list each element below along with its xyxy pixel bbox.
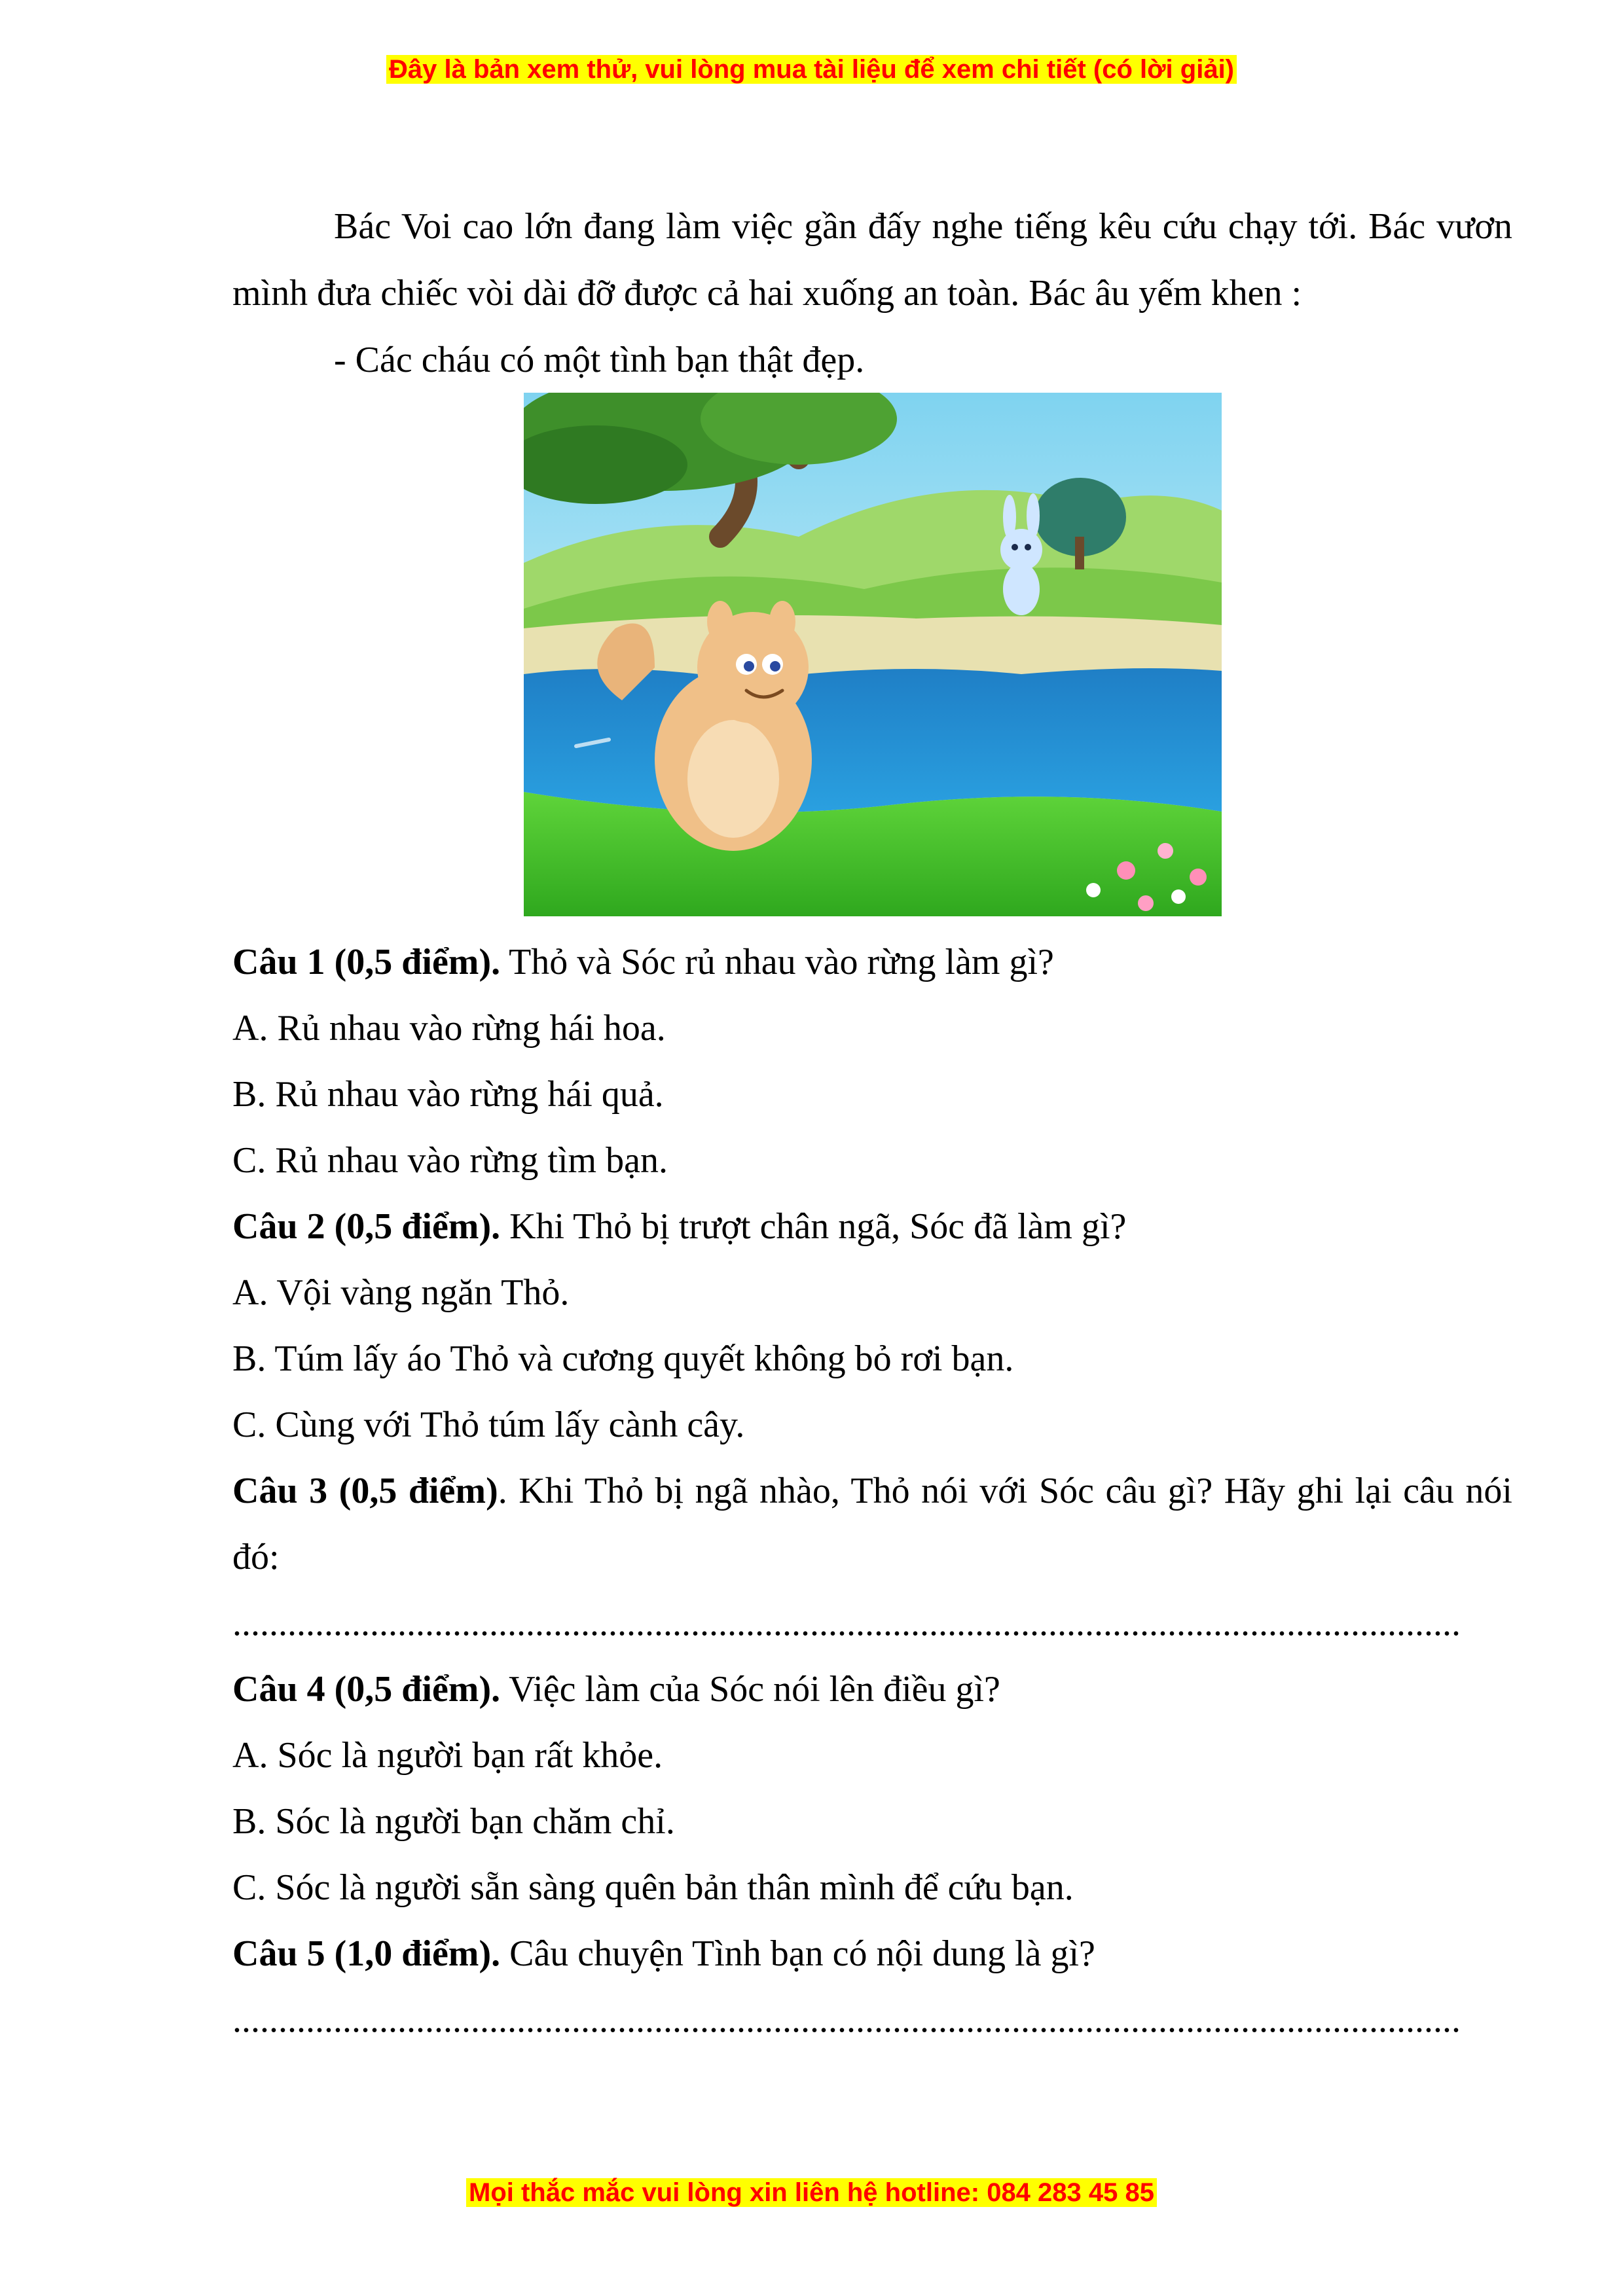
- squirrel-rabbit-illustration: [524, 393, 1222, 916]
- question-5-text: Câu chuyện Tình bạn có nội dung là gì?: [500, 1933, 1095, 1974]
- question-2-option-c: C. Cùng với Thỏ túm lấy cành cây.: [232, 1405, 745, 1445]
- question-3-label: Câu 3 (0,5 điểm): [232, 1471, 498, 1511]
- question-1-option-b: B. Rủ nhau vào rừng hái quả.: [232, 1074, 664, 1115]
- questions-section: [232, 929, 1512, 2053]
- question-2-label: Câu 2 (0,5 điểm).: [232, 1206, 501, 1247]
- question-4-option-c: C. Sóc là người sẵn sàng quên bản thân mình để cứu bạn.: [232, 1867, 1074, 1908]
- story-paragraph-2: - Các cháu có một tình bạn thật đẹp.: [334, 340, 865, 380]
- question-1-option-c: C. Rủ nhau vào rừng tìm bạn.: [232, 1140, 668, 1181]
- question-4: [232, 1657, 1512, 1723]
- question-1-label: Câu 1 (0,5 điểm).: [232, 942, 501, 982]
- question-3-answer-line[interactable]: ......................................................................................................................................: [232, 1603, 1461, 1643]
- question-5: [232, 1921, 1512, 1987]
- question-2-option-b: B. Túm lấy áo Thỏ và cương quyết không bỏ rơi bạn.: [232, 1338, 1014, 1379]
- question-2-option-a: A. Vội vàng ngăn Thỏ.: [232, 1272, 570, 1313]
- question-5-label: Câu 5 (1,0 điểm).: [232, 1933, 501, 1974]
- question-3-text: . Khi Thỏ bị ngã nhào, Thỏ nói với Sóc câu gì? Hãy ghi lại câu nói đó:: [232, 1471, 1512, 1577]
- preview-notice-text: Đây là bản xem thử, vui lòng mua tài liệu để xem chi tiết (có lời giải): [386, 55, 1237, 84]
- question-4-option-b: B. Sóc là người bạn chăm chỉ.: [232, 1801, 675, 1842]
- question-2-text: Khi Thỏ bị trượt chân ngã, Sóc đã làm gì?: [500, 1206, 1127, 1247]
- story-paragraph-1: Bác Voi cao lớn đang làm việc gần đấy nghe tiếng kêu cứu chạy tới. Bác vươn mình đưa chiếc vòi dài đỡ được cả hai xuống an toàn. Bác âu yếm khen :: [232, 206, 1512, 314]
- story-illustration: [524, 393, 1222, 916]
- question-4-text: Việc làm của Sóc nói lên điều gì?: [500, 1669, 1000, 1710]
- question-4-option-a: A. Sóc là người bạn rất khỏe.: [232, 1735, 663, 1776]
- preview-notice: [0, 51, 1623, 88]
- question-1: [232, 929, 1512, 996]
- question-5-answer-line[interactable]: ......................................................................................................................................: [232, 2000, 1461, 2040]
- question-4-label: Câu 4 (0,5 điểm).: [232, 1669, 501, 1710]
- story-text: [232, 193, 1512, 393]
- question-3: [232, 1458, 1512, 1590]
- question-1-text: Thỏ và Sóc rủ nhau vào rừng làm gì?: [500, 942, 1054, 982]
- hotline-notice-text: Mọi thắc mắc vui lòng xin liên hệ hotline: 084 283 45 85: [466, 2178, 1157, 2207]
- question-2: [232, 1194, 1512, 1260]
- hotline-notice: [0, 2174, 1623, 2211]
- question-1-option-a: A. Rủ nhau vào rừng hái hoa.: [232, 1008, 666, 1049]
